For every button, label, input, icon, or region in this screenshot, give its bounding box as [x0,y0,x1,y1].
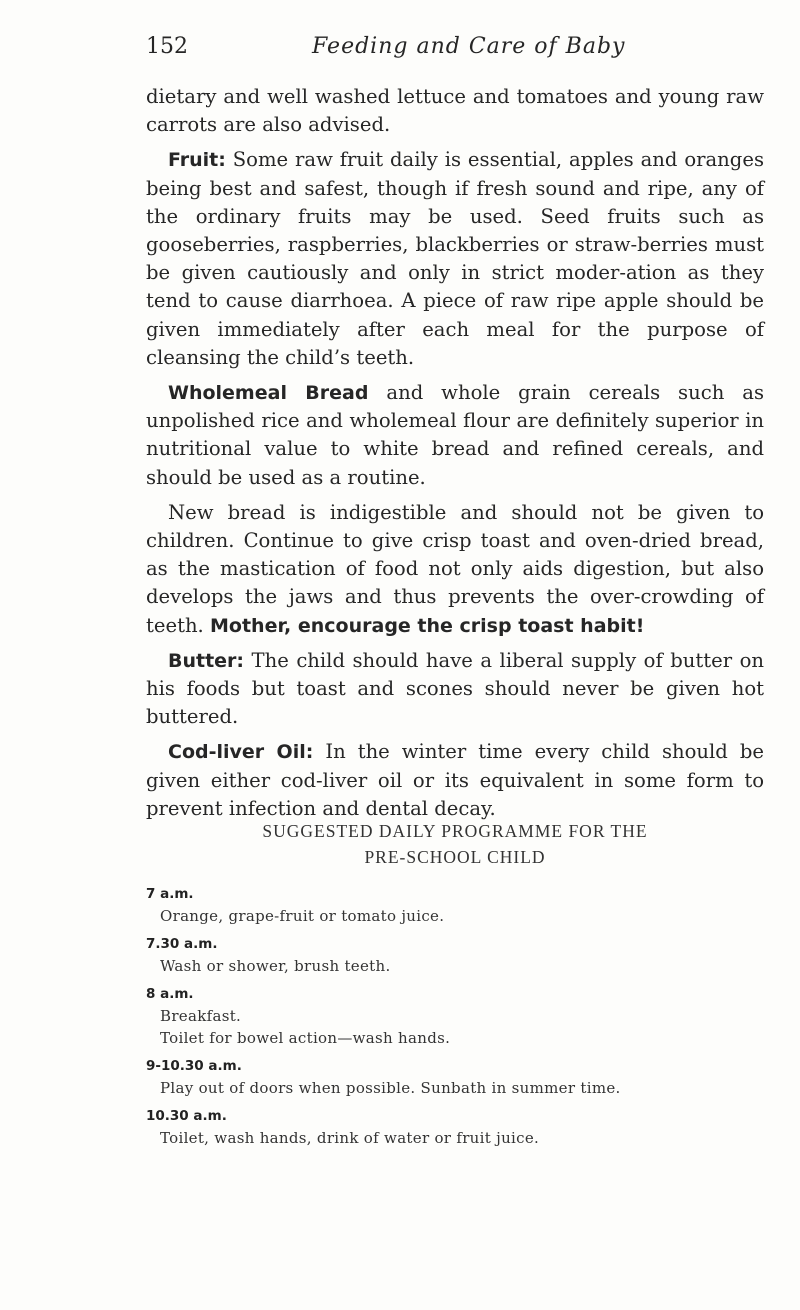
paragraph-new-bread [146,499,764,640]
schedule-activity: Orange, grape-fruit or tomato juice. [160,907,445,925]
programme-heading-line: PRE-SCHOOL CHILD [364,847,546,867]
schedule-entry [146,1105,764,1149]
paragraph-text: dietary and well washed lettuce and tomatoes and young raw carrots are also advised. [146,85,764,137]
programme-heading-line: SUGGESTED DAILY PROGRAMME FOR THE [262,821,648,841]
paragraph-emphasis: Mother, encourage the crisp toast habit! [210,614,645,637]
schedule-activity: Play out of doors when possible. Sunbath in summer time. [160,1079,621,1097]
schedule-entry [146,933,764,977]
paragraph-text: and whole grain cereals such as unpolished rice and wholemeal flour are definitely superior in nutritional value to white bread and refined cereals, and should be used as a routine. [146,381,765,489]
paragraph-lettuce [146,83,764,139]
schedule-entry [146,1055,764,1099]
schedule-time: 8 a.m. [146,986,194,1002]
schedule-entry [146,883,764,927]
running-title: Feeding and Care of Baby [312,34,626,59]
paragraph-cod-liver-oil [146,738,764,823]
paragraph-lead: Wholemeal Bread [168,382,369,405]
paragraph-lead: Butter: [168,649,245,672]
schedule-time: 7 a.m. [146,886,194,902]
paragraph-lead: Fruit: [168,149,226,172]
paragraph-text: Some raw fruit daily is essential, apples and oranges being best and safest, though if fresh sound and ripe, any of the ordinary fruits may be used. Seed fruits such as gooseberries, raspberries, blackberries or straw-berries must be given cautiously and only in strict moder-ation as they tend to cause diarrhoea. A piece of raw ripe apple should be given immediately after each meal for the purpose of cleansing the child’s teeth. [146,148,764,369]
paragraph-wholemeal [146,379,764,492]
paragraph-text: In the winter time every child should be given either cod-liver oil or its equivalent in some form to prevent infection and dental decay. [146,740,764,820]
paragraph-fruit [146,146,764,372]
schedule-time: 10.30 a.m. [146,1108,227,1124]
schedule-activity: Toilet, wash hands, drink of water or fruit juice. [160,1129,540,1147]
schedule-time: 7.30 a.m. [146,936,218,952]
paragraph-text: New bread is indigestible and should not be given to children. Continue to give crisp toast and oven-dried bread, as the mastication of food not only aids digestion, but also develops the jaws and thus prevents the over-crowding of teeth. [146,500,764,637]
schedule-activity: Wash or shower, brush teeth. [160,957,391,975]
schedule-activity: Toilet for bowel action—wash hands. [160,1029,451,1047]
paragraph-lead: Cod-liver Oil: [168,741,314,764]
paragraph-text: The child should have a liberal supply of butter on his foods but toast and scones should never be given hot buttered. [146,648,764,729]
schedule-entry [146,983,764,1049]
schedule-activity: Breakfast. [160,1007,242,1025]
page-number: 152 [146,34,188,59]
schedule-time: 9-10.30 a.m. [146,1058,242,1074]
paragraph-butter [146,647,764,732]
body-text [146,83,764,830]
programme-heading [146,818,764,870]
programme-schedule [146,883,764,1155]
